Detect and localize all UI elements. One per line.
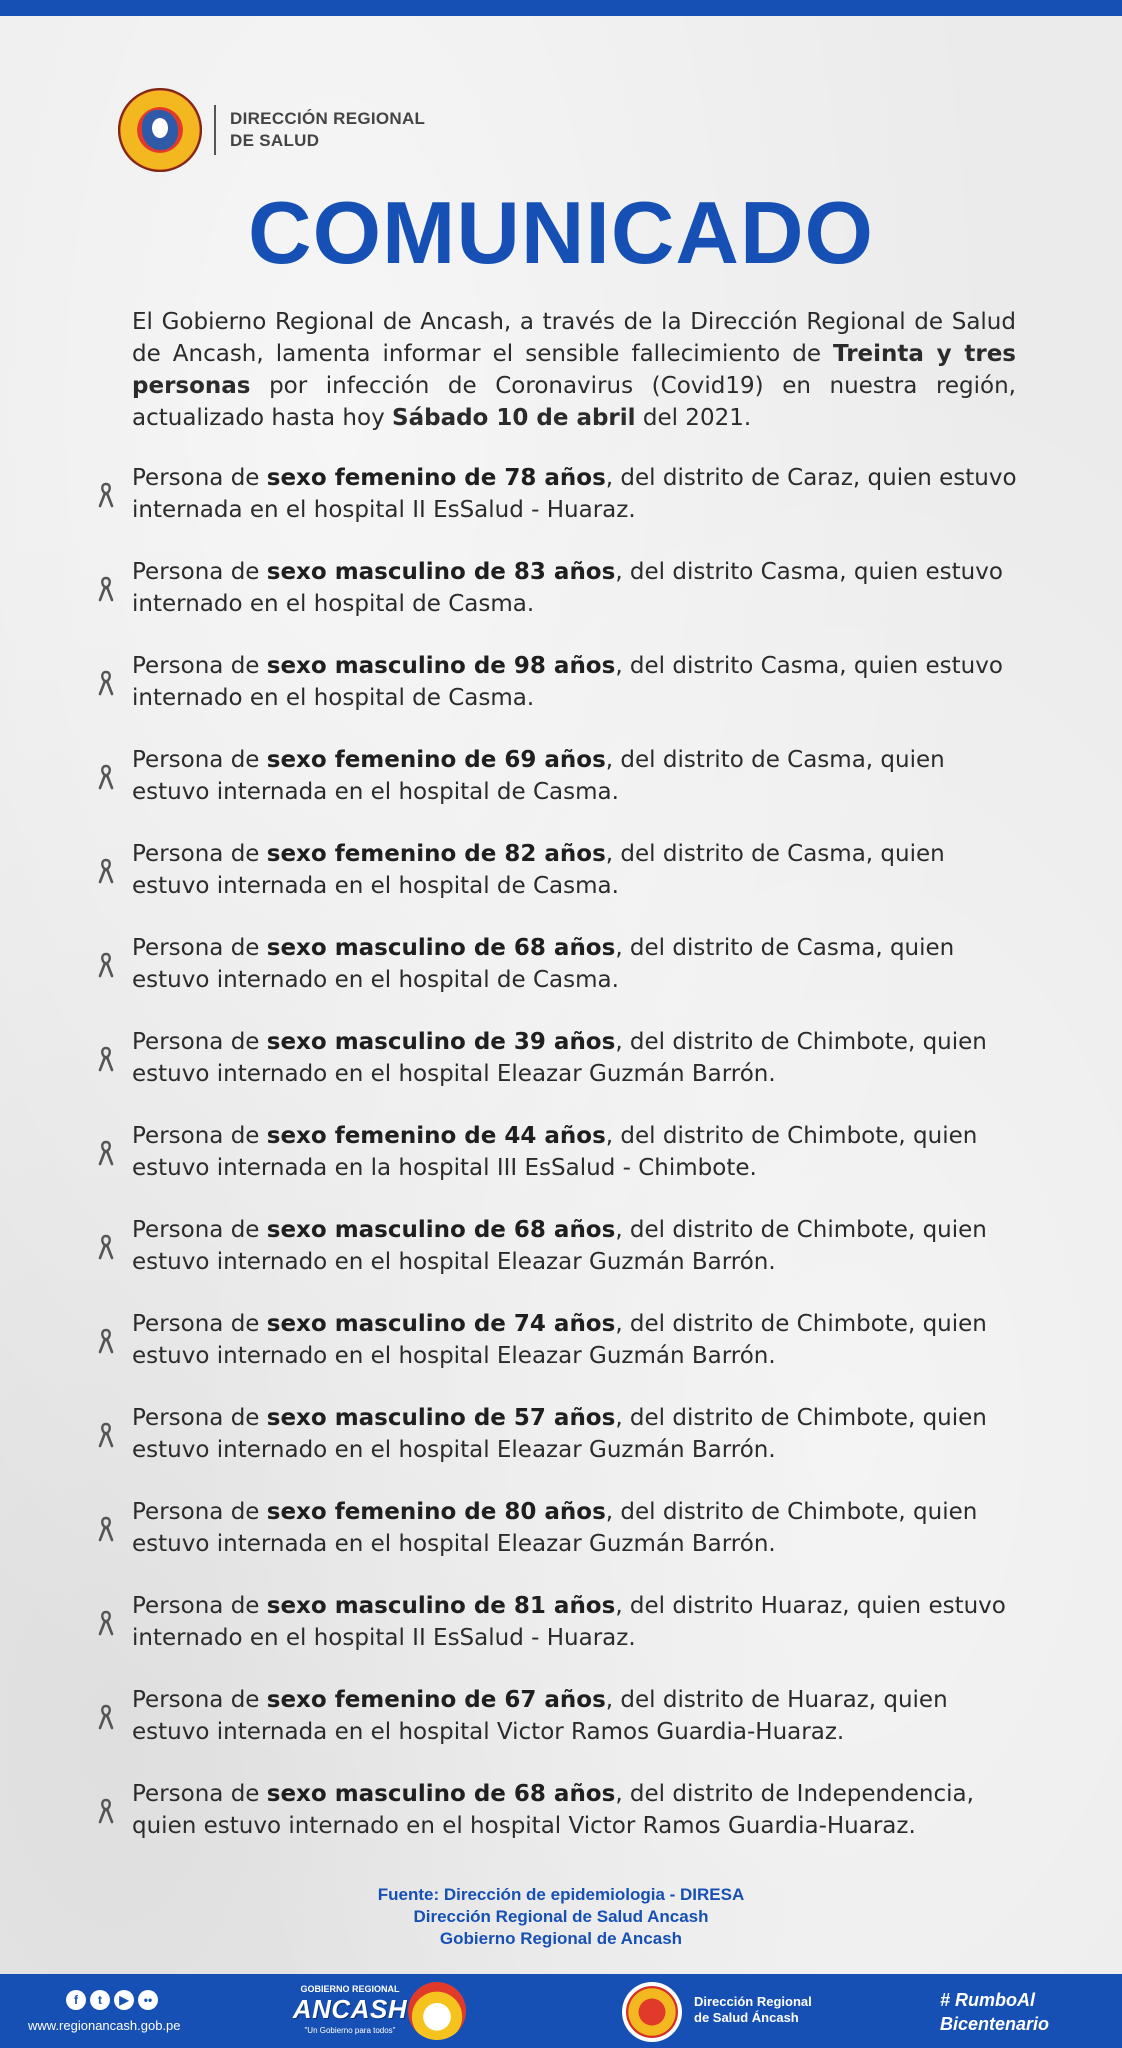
mourning-ribbon-icon [98,1328,114,1354]
diresa-footer-name: Dirección Regional de Salud Áncash [694,1994,812,2025]
list-item [98,1402,1018,1496]
intro-paragraph: El Gobierno Regional de Ancash, a través de la Dirección Regional de Salud de Ancash, lamenta informar el sensible fallecimiento de Treinta y tres personas por infección de Coronavirus (Covid19) en nuestra región, actualizado hasta hoy Sábado 10 de abril del 2021. [132,309,1016,431]
mourning-ribbon-icon [98,1422,114,1448]
mourning-ribbon-icon [98,764,114,790]
social-icons [66,1990,158,2010]
deceased-list [98,462,1018,1872]
mourning-ribbon-icon [98,1610,114,1636]
gob-logo-main: ANCASH [292,1994,408,2024]
list-item-text: Persona de sexo masculino de 68 años, del distrito de Chimbote, quien estuvo internado en el hospital Eleazar Guzmán Barrón. [132,1217,987,1275]
list-item-text: Persona de sexo masculino de 74 años, del distrito de Chimbote, quien estuvo internado en el hospital Eleazar Guzmán Barrón. [132,1311,987,1369]
hashtag: # RumboAl Bicentenario [940,1990,1050,2034]
diresa-logo-seal [118,88,202,172]
mourning-ribbon-icon [98,1140,114,1166]
mourning-ribbon-icon [98,858,114,884]
youtube-icon[interactable]: ▶ [114,1990,134,2010]
footer-bar [0,1974,1122,2048]
website-link[interactable]: www.regionancash.gob.pe [28,2018,181,2033]
list-item [98,838,1018,932]
mourning-ribbon-icon [98,576,114,602]
list-item-text: Persona de sexo femenino de 67 años, del distrito de Huaraz, quien estuvo internada en el hospital Victor Ramos Guardia-Huaraz. [132,1687,948,1745]
mourning-ribbon-icon [98,1704,114,1730]
list-item-text: Persona de sexo masculino de 68 años, del distrito de Independencia, quien estuvo internado en el hospital Victor Ramos Guardia-Huaraz. [132,1781,974,1839]
header [118,70,425,190]
list-item-text: Persona de sexo masculino de 57 años, del distrito de Chimbote, quien estuvo internado en el hospital Eleazar Guzmán Barrón. [132,1405,987,1463]
top-bar [0,0,1122,16]
org-name [230,108,425,152]
list-item [98,462,1018,556]
flickr-icon[interactable]: •• [138,1990,158,2010]
mourning-ribbon-icon [98,1046,114,1072]
list-item [98,1778,1018,1872]
page-title: COMUNICADO [248,183,874,282]
list-item [98,1214,1018,1308]
list-item-text: Persona de sexo masculino de 68 años, del distrito de Casma, quien estuvo internado en el hospital de Casma. [132,935,955,993]
mourning-ribbon-icon [98,670,114,696]
header-divider [214,105,216,155]
diresa-footer-seal [622,1982,682,2042]
list-item [98,556,1018,650]
list-item [98,650,1018,744]
list-item [98,1684,1018,1778]
list-item-text: Persona de sexo femenino de 78 años, del distrito de Caraz, quien estuvo internada en el hospital II EsSalud - Huaraz. [132,465,1017,523]
list-item [98,1496,1018,1590]
gob-logo-top: GOBIERNO REGIONAL [300,1984,400,1994]
list-item [98,1308,1018,1402]
source-line1: Fuente: Dirección de epidemiologia - DIRESA [377,1885,745,1904]
list-item [98,932,1018,1026]
gob-emblem-icon [408,1982,466,2040]
list-item-text: Persona de sexo masculino de 81 años, del distrito Huaraz, quien estuvo internado en el hospital II EsSalud - Huaraz. [132,1593,1006,1651]
org-name-line1: DIRECCIÓN REGIONAL [230,109,426,128]
list-item-text: Persona de sexo femenino de 69 años, del distrito de Casma, quien estuvo internada en el hospital de Casma. [132,747,945,805]
twitter-icon[interactable]: t [90,1990,110,2010]
list-item-text: Persona de sexo masculino de 83 años, del distrito Casma, quien estuvo internado en el hospital de Casma. [132,559,1003,617]
facebook-icon[interactable]: f [66,1990,86,2010]
source-line3: Gobierno Regional de Ancash [439,1929,683,1948]
list-item [98,1590,1018,1684]
gob-logo-slogan: "Un Gobierno para todos" [304,2026,396,2035]
gobierno-regional-logo [290,1982,470,2042]
mourning-ribbon-icon [98,1798,114,1824]
mourning-ribbon-icon [98,1234,114,1260]
mourning-ribbon-icon [98,952,114,978]
list-item-text: Persona de sexo femenino de 80 años, del distrito de Chimbote, quien estuvo internada en el hospital Eleazar Guzmán Barrón. [132,1499,978,1557]
list-item-text: Persona de sexo masculino de 98 años, del distrito Casma, quien estuvo internado en el hospital de Casma. [132,653,1003,711]
list-item [98,1120,1018,1214]
list-item-text: Persona de sexo masculino de 39 años, del distrito de Chimbote, quien estuvo internado en el hospital Eleazar Guzmán Barrón. [132,1029,987,1087]
source-credits [0,1884,1122,1950]
org-name-line2: DE SALUD [230,131,320,150]
list-item [98,1026,1018,1120]
mourning-ribbon-icon [98,482,114,508]
list-item-text: Persona de sexo femenino de 82 años, del distrito de Casma, quien estuvo internada en el hospital de Casma. [132,841,945,899]
list-item [98,744,1018,838]
mourning-ribbon-icon [98,1516,114,1542]
source-line2: Dirección Regional de Salud Ancash [413,1907,709,1926]
list-item-text: Persona de sexo femenino de 44 años, del distrito de Chimbote, quien estuvo internada en la hospital III EsSalud - Chimbote. [132,1123,978,1181]
